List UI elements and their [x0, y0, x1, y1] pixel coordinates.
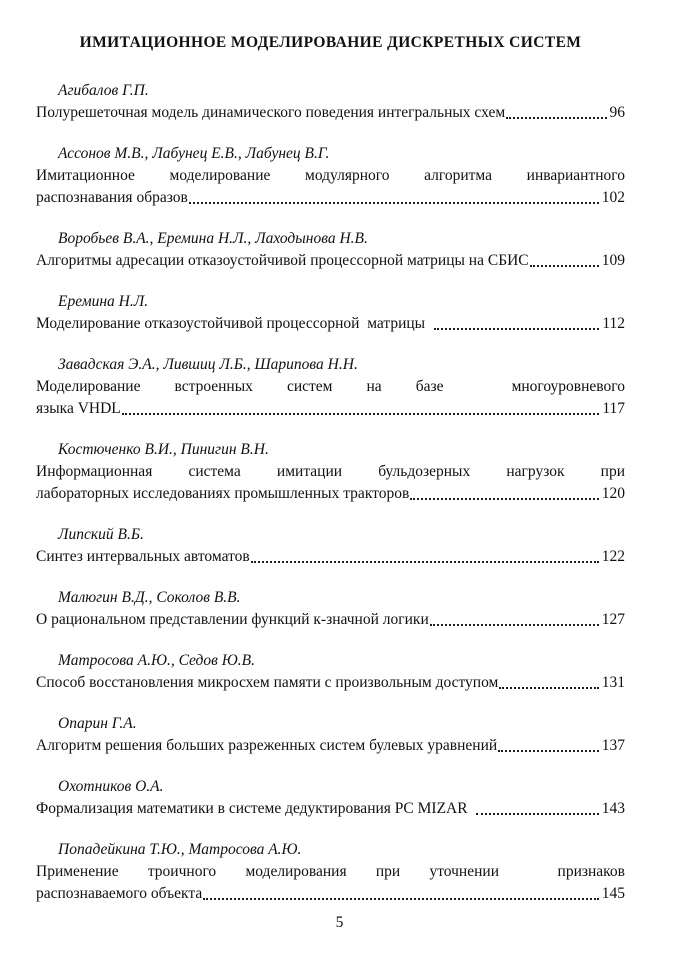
toc-entry — [36, 80, 625, 124]
dot-leader — [409, 483, 599, 505]
entry-title-row — [36, 187, 625, 209]
dot-leader — [121, 398, 601, 420]
toc-entry — [36, 713, 625, 757]
entry-title: лабораторных исследованиях промышленных тракторов — [36, 485, 410, 502]
entry-page-number: 117 — [602, 400, 625, 417]
entry-title-row — [36, 609, 625, 631]
toc-entry — [36, 524, 625, 568]
entry-page-number: 143 — [601, 800, 625, 817]
entry-page-number: 137 — [601, 737, 625, 754]
entry-authors: Малюгин В.Д., Соколов В.В. — [58, 589, 241, 606]
entry-title-row — [36, 883, 625, 905]
dot-leader — [475, 798, 599, 820]
entry-authors: Попадейкина Т.Ю., Матросова А.Ю. — [58, 841, 302, 858]
dot-leader — [529, 250, 600, 272]
dot-leader — [505, 102, 607, 124]
page-number: 5 — [335, 914, 344, 931]
dot-leader — [497, 735, 600, 757]
entry-page-number: 112 — [602, 315, 625, 332]
entry-title-row — [36, 798, 625, 820]
entry-authors: Липский В.Б. — [58, 526, 144, 543]
entry-title-row — [36, 483, 625, 505]
toc-entry — [36, 291, 625, 335]
entry-title-row — [36, 102, 625, 124]
entry-title: Способ восстановления микросхем памяти с произвольным доступом — [36, 674, 499, 691]
dot-leader — [498, 672, 599, 694]
entry-title: Алгоритмы адресации отказоустойчивой процессорной матрицы на СБИС — [36, 252, 529, 269]
toc-entry — [36, 587, 625, 631]
entry-title-row — [36, 735, 625, 757]
entry-page-number: 109 — [601, 252, 625, 269]
entry-authors: Костюченко В.И., Пинигин В.Н. — [58, 441, 269, 458]
dot-leader — [250, 546, 600, 568]
entry-title: Формализация математики в системе дедуктирования PC MIZAR — [36, 800, 476, 817]
entry-title: языка VHDL — [36, 400, 121, 417]
entry-title: Полурешеточная модель динамического поведения интегральных схем — [36, 104, 506, 121]
dot-leader — [188, 187, 600, 209]
toc-entry — [36, 228, 625, 272]
entry-title-row — [36, 672, 625, 694]
entry-title-line: Моделирование встроенных систем на базе многоуровневого — [36, 378, 625, 395]
entry-title-row — [36, 398, 625, 420]
entry-title-line: Применение троичного моделирования при уточнении признаков — [36, 863, 625, 880]
entry-authors: Матросова А.Ю., Седов Ю.В. — [58, 652, 255, 669]
entry-authors: Еремина Н.Л. — [58, 293, 149, 310]
entry-authors: Охотников О.А. — [58, 778, 164, 795]
entry-title: О рациональном представлении функций к-значной логики — [36, 611, 429, 628]
entry-page-number: 131 — [601, 674, 625, 691]
entry-page-number: 145 — [601, 885, 625, 902]
page-title: ИМИТАЦИОННОЕ МОДЕЛИРОВАНИЕ ДИСКРЕТНЫХ СИСТЕМ — [79, 34, 582, 51]
entry-page-number: 120 — [601, 485, 625, 502]
toc-entry — [36, 439, 625, 505]
entry-title: распознавания образов — [36, 189, 188, 206]
toc-entry — [36, 650, 625, 694]
entry-title: Синтез интервальных автоматов — [36, 548, 250, 565]
toc-entry — [36, 354, 625, 420]
toc-entry — [36, 839, 625, 905]
entry-page-number: 122 — [601, 548, 625, 565]
toc-entry — [36, 143, 625, 209]
entry-authors: Ассонов М.В., Лабунец Е.В., Лабунец В.Г. — [58, 145, 330, 162]
entry-title-line: Имитационное моделирование модулярного алгоритма инвариантного — [36, 167, 625, 184]
entry-page-number: 96 — [609, 104, 625, 121]
entry-authors: Завадская Э.А., Лившиц Л.Б., Шарипова Н.Н. — [58, 356, 358, 373]
entry-authors: Опарин Г.А. — [58, 715, 137, 732]
entry-title: распознаваемого объекта — [36, 885, 203, 902]
entry-title-row — [36, 546, 625, 568]
dot-leader — [433, 313, 600, 335]
toc-entries — [36, 80, 625, 905]
toc-entry — [36, 776, 625, 820]
entry-page-number: 127 — [601, 611, 625, 628]
entry-title-row — [36, 250, 625, 272]
entry-title: Моделирование отказоустойчивой процессорной матрицы — [36, 315, 433, 332]
entry-title: Алгоритм решения больших разреженных систем булевых уравнений — [36, 737, 498, 754]
entry-authors: Агибалов Г.П. — [58, 82, 149, 99]
entry-authors: Воробьев В.А., Еремина Н.Л., Лаходынова Н.В. — [58, 230, 368, 247]
entry-title-row — [36, 313, 625, 335]
dot-leader — [429, 609, 600, 631]
entry-title-line: Информационная система имитации бульдозерных нагрузок при — [36, 463, 625, 480]
entry-page-number: 102 — [601, 189, 625, 206]
dot-leader — [202, 883, 600, 905]
